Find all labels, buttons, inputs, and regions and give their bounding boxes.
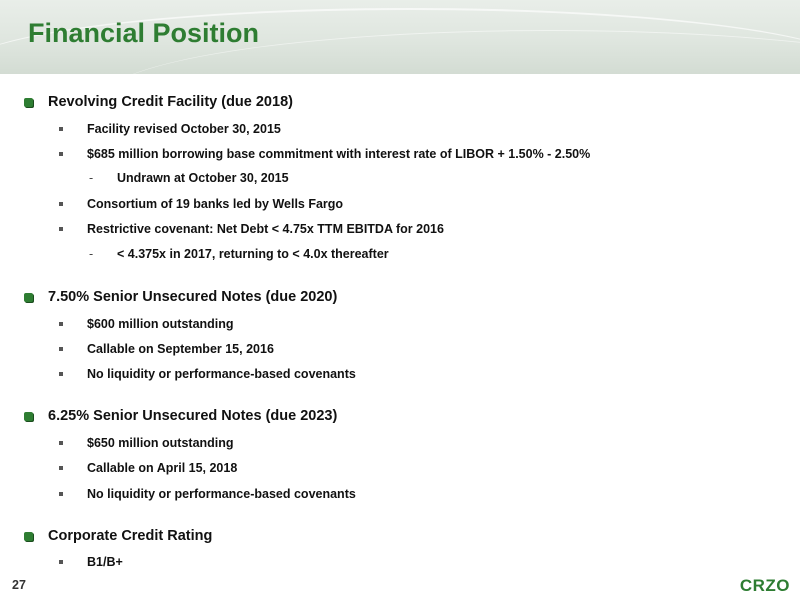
sub-list-item-text: Undrawn at October 30, 2015 xyxy=(117,171,289,185)
green-square-bullet-icon xyxy=(24,293,33,302)
list-item xyxy=(87,197,343,211)
square-bullet-icon xyxy=(59,347,63,351)
section-heading xyxy=(48,289,337,305)
sub-list-item-text: < 4.375x in 2017, returning to < 4.0x thereafter xyxy=(117,247,389,261)
section-heading xyxy=(48,408,337,424)
list-item-text: Callable on April 15, 2018 xyxy=(87,461,238,475)
square-bullet-icon xyxy=(59,466,63,470)
section-heading-text: 6.25% Senior Unsecured Notes (due 2023) xyxy=(48,408,338,424)
page-number: 27 xyxy=(12,578,26,592)
list-item xyxy=(87,487,356,501)
list-item xyxy=(87,342,274,356)
square-bullet-icon xyxy=(59,127,63,131)
section-heading xyxy=(48,528,212,544)
list-item xyxy=(87,436,234,450)
list-item-text: $685 million borrowing base commitment with interest rate of LIBOR + 1.50% - 2.50% xyxy=(87,147,591,161)
green-square-bullet-icon xyxy=(24,532,33,541)
square-bullet-icon xyxy=(59,322,63,326)
list-item xyxy=(87,122,281,136)
list-item-text: Consortium of 19 banks led by Wells Fargo xyxy=(87,197,344,211)
list-item xyxy=(87,367,356,381)
square-bullet-icon xyxy=(59,372,63,376)
square-bullet-icon xyxy=(59,560,63,564)
dash-bullet-icon: - xyxy=(89,247,94,261)
green-square-bullet-icon xyxy=(24,98,33,107)
list-item-text: Facility revised October 30, 2015 xyxy=(87,122,281,136)
list-item-text: $650 million outstanding xyxy=(87,436,234,450)
dash-bullet-icon: - xyxy=(89,171,94,185)
sub-list-item xyxy=(89,247,389,261)
sub-list-item xyxy=(89,171,289,185)
list-item xyxy=(87,317,234,331)
section-heading-text: Corporate Credit Rating xyxy=(48,528,213,544)
list-item-text: No liquidity or performance-based covenants xyxy=(87,487,356,501)
section-heading xyxy=(48,94,293,110)
list-item-text: B1/B+ xyxy=(87,555,123,569)
square-bullet-icon xyxy=(59,152,63,156)
section-heading-text: Revolving Credit Facility (due 2018) xyxy=(48,94,293,110)
square-bullet-icon xyxy=(59,202,63,206)
square-bullet-icon xyxy=(59,492,63,496)
list-item-text: Callable on September 15, 2016 xyxy=(87,342,274,356)
list-item-text: Restrictive covenant: Net Debt < 4.75x TTM EBITDA for 2016 xyxy=(87,222,444,236)
list-item-text: $600 million outstanding xyxy=(87,317,234,331)
slide-title: Financial Position xyxy=(28,18,260,48)
square-bullet-icon xyxy=(59,227,63,231)
list-item xyxy=(87,222,444,236)
list-item-text: No liquidity or performance-based covenants xyxy=(87,367,356,381)
list-item xyxy=(87,555,123,569)
square-bullet-icon xyxy=(59,441,63,445)
green-square-bullet-icon xyxy=(24,412,33,421)
list-item xyxy=(87,461,237,475)
company-logo: CRZO xyxy=(739,576,790,595)
section-heading-text: 7.50% Senior Unsecured Notes (due 2020) xyxy=(48,289,338,305)
list-item xyxy=(87,147,590,161)
